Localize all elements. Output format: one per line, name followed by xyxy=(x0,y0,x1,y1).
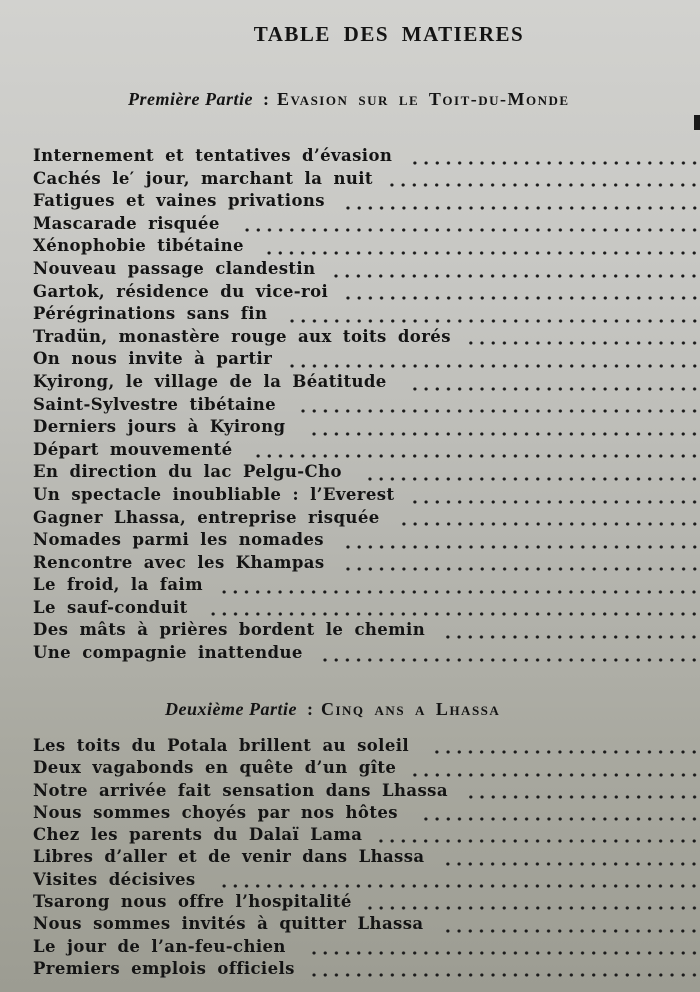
chapter-title: Tsarong nous offre l’hospitalité xyxy=(33,892,352,912)
chapter-title: Le jour de l’an-feu-chien xyxy=(33,936,286,956)
toc-entry xyxy=(33,619,700,642)
chapter-title: Tradün, monastère rouge aux toits dorés xyxy=(33,326,451,346)
dot-leader xyxy=(308,432,700,436)
toc-entry xyxy=(33,802,700,824)
dot-leader xyxy=(342,567,700,571)
dot-leader xyxy=(364,477,700,481)
chapter-title: Nomades parmi les nomades xyxy=(33,530,324,550)
dot-leader xyxy=(286,319,700,323)
chapter-title: Fatigues et vaines privations xyxy=(33,191,325,211)
dot-leader xyxy=(442,635,700,639)
dot-leader xyxy=(252,454,700,458)
toc-entry xyxy=(33,145,700,168)
dot-leader xyxy=(207,612,700,616)
chapter-title: Chez les parents du Dalaï Lama xyxy=(33,825,363,845)
dot-leader xyxy=(398,522,700,526)
chapter-title: Nous sommes invités à quitter Lhassa xyxy=(33,914,424,934)
toc-entry xyxy=(33,597,700,620)
chapter-title: Départ mouvementé xyxy=(33,439,233,459)
dot-leader xyxy=(319,658,700,662)
dot-leader xyxy=(442,929,700,933)
toc-entry xyxy=(33,529,700,552)
toc-entry xyxy=(33,936,700,958)
dot-leader xyxy=(241,228,700,232)
dot-leader xyxy=(409,387,700,391)
toc-entry xyxy=(33,281,700,304)
toc-entry xyxy=(33,235,700,258)
toc-entry xyxy=(33,642,700,665)
toc-entry xyxy=(33,846,700,868)
chapter-list-part-2 xyxy=(33,735,700,980)
toc-entry xyxy=(33,190,700,213)
dot-leader xyxy=(342,545,700,549)
dot-leader xyxy=(364,906,700,910)
toc-entry xyxy=(33,824,700,846)
toc-entry xyxy=(33,913,700,935)
dot-leader xyxy=(308,973,700,977)
chapter-title: En direction du lac Pelgu-Cho xyxy=(33,462,342,482)
cropped-page-number-mark xyxy=(694,115,700,130)
dot-leader xyxy=(409,500,700,504)
chapter-title: Xénophobie tibétaine xyxy=(33,236,244,256)
chapter-title: Nouveau passage clandestin xyxy=(33,258,316,278)
dot-leader xyxy=(330,274,700,278)
toc-entry xyxy=(33,869,700,891)
dot-leader xyxy=(409,773,700,777)
chapter-title: Nous sommes choyés par nos hôtes xyxy=(33,802,398,822)
chapter-title: Deux vagabonds en quête d’un gîte xyxy=(33,758,397,778)
part-separator: : xyxy=(306,699,313,719)
chapter-title: Internement et tentatives d’évasion xyxy=(33,146,393,165)
dot-leader xyxy=(308,951,700,955)
toc-entry xyxy=(33,394,700,417)
part-name: Cinq ans a Lhassa xyxy=(320,699,501,719)
dot-leader xyxy=(375,839,700,843)
toc-entry xyxy=(33,484,700,507)
toc-entry xyxy=(33,371,700,394)
toc-entry xyxy=(33,461,700,484)
chapter-title: Derniers jours à Kyirong xyxy=(33,417,286,437)
toc-entry xyxy=(33,574,700,597)
chapter-list-part-1 xyxy=(33,145,700,665)
chapter-title: Les toits du Potala brillent au soleil xyxy=(33,736,410,755)
toc-entry xyxy=(33,780,700,802)
chapter-title: Le sauf-conduit xyxy=(33,597,188,617)
toc-entry xyxy=(33,303,700,326)
part-label: Deuxième Partie xyxy=(165,699,297,719)
dot-leader xyxy=(465,795,700,799)
toc-entry xyxy=(33,213,700,236)
part-heading-2 xyxy=(0,699,700,720)
toc-entry xyxy=(33,348,700,371)
part-separator: : xyxy=(262,89,269,109)
chapter-title: Un spectacle inoubliable : l’Everest xyxy=(33,484,395,504)
dot-leader xyxy=(442,862,700,866)
dot-leader xyxy=(409,161,700,165)
chapter-title: Saint-Sylvestre tibétaine xyxy=(33,394,277,414)
toc-entry xyxy=(33,552,700,575)
chapter-title: Une compagnie inattendue xyxy=(33,643,303,663)
dot-leader xyxy=(297,409,700,413)
dot-leader xyxy=(342,296,700,300)
dot-leader xyxy=(342,206,700,210)
dot-leader xyxy=(286,364,700,368)
chapter-title: Gartok, résidence du vice-roi xyxy=(33,281,329,301)
toc-entry xyxy=(33,735,700,757)
toc-entry xyxy=(33,439,700,462)
chapter-title: Libres d’aller et de venir dans Lhassa xyxy=(33,847,425,867)
dot-leader xyxy=(218,884,700,888)
dot-leader xyxy=(420,817,700,821)
chapter-title: Visites décisives xyxy=(33,869,196,889)
part-name: Evasion sur le Toit-du-Monde xyxy=(276,89,570,109)
chapter-title: Mascarade risquée xyxy=(33,213,220,233)
toc-entry xyxy=(33,891,700,913)
chapter-title: Notre arrivée fait sensation dans Lhassa xyxy=(33,780,448,800)
part-label: Première Partie xyxy=(128,89,253,109)
chapter-title: Gagner Lhassa, entreprise risquée xyxy=(33,507,380,527)
toc-entry xyxy=(33,507,700,530)
page-title: TABLE DES MATIERES xyxy=(253,22,525,46)
part-heading-1 xyxy=(0,89,700,110)
dot-leader xyxy=(386,183,700,187)
toc-entry xyxy=(33,416,700,439)
toc-entry xyxy=(33,258,700,281)
dot-leader xyxy=(263,251,700,255)
chapter-title: Rencontre avec les Khampas xyxy=(33,552,325,572)
chapter-title: Premiers emplois officiels xyxy=(33,958,295,978)
chapter-title: Kyirong, le village de la Béatitude xyxy=(33,371,387,391)
dot-leader xyxy=(218,590,700,594)
chapter-title: Le froid, la faim xyxy=(33,575,203,595)
chapter-title: On nous invite à partir xyxy=(33,349,273,369)
toc-entry xyxy=(33,168,700,191)
toc-entry xyxy=(33,326,700,349)
toc-entry xyxy=(33,757,700,779)
chapter-title: Des mâts à prières bordent le chemin xyxy=(33,620,426,640)
chapter-title: Cachés le′ jour, marchant la nuit xyxy=(33,168,373,188)
dot-leader xyxy=(465,341,700,345)
toc-entry xyxy=(33,958,700,980)
chapter-title: Pérégrinations sans fin xyxy=(33,304,268,324)
dot-leader xyxy=(431,750,700,754)
